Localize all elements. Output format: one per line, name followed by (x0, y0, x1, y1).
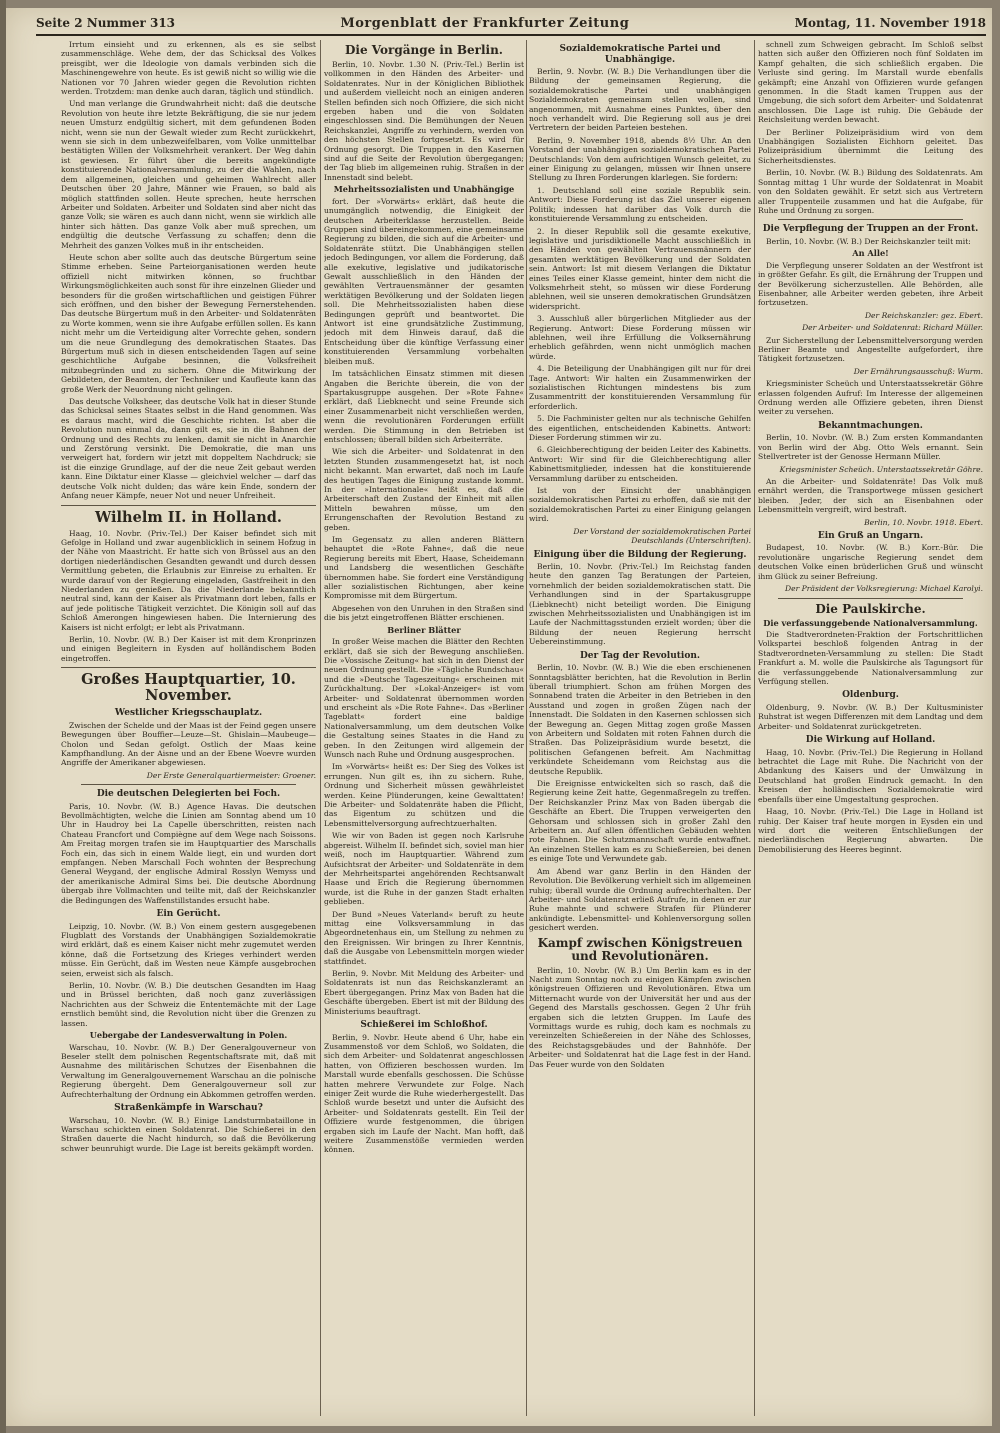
divider (61, 667, 316, 668)
paragraph: Berlin, 10. Novbr. (W. B.) Bildung des Soldatenrats. Am Sonntag mittag 1 Uhr wurde der Soldatenrat in Moabit von den Soldaten gewählt. Er setzt sich aus Vertretern aller Truppenteile zusammen und hat die Aufgabe, für Ruhe und Ordnung zu sorgen. (758, 168, 983, 215)
paragraph: Haag, 10. Novbr. (Priv.-Tel.) Die Regierung in Holland betrachtet die Lage mit Ruhe. Die Nachricht von der Abdankung des Kaisers und der Umwälzung in Deutschland hat großen Eindruck gemacht. In den Kreisen der holländischen Sozialdemokratie wird ebenfalls über eine Umgestaltung gesprochen. (758, 747, 983, 804)
column-3 (529, 40, 751, 1416)
masthead (36, 12, 986, 36)
paragraph: Berlin, 9. Novbr. Heute abend 6 Uhr, habe ein Zusammenstoß vor dem Schloß, wo Soldaten, die sich dem Arbeiter- und Soldatenrat angeschlossen hatten, von Offizieren beschossen wurden. Im Marstall wurde ebenfalls geschossen. Die Schüsse hatten mehrere Verwundete zur Folge. Nach einiger Zeit wurde die Ruhe wiederhergestellt. Das Schloß wurde besetzt und unter die Aufsicht des Arbeiter- und Soldatenrats gestellt. Ein Teil der Offiziere wurde festgenommen, die übrigen ergaben sich im Laufe der Nacht. Man hofft, daß weitere Zusammenstöße vermieden werden können. (324, 1032, 524, 1155)
paragraph: An die Arbeiter- und Soldatenräte! Das Volk muß ernährt werden, die Transportwege müssen gesichert bleiben. Jeder, der sich an Eisenbahnen oder Lebensmitteln vergreift, wird bestraft. (758, 476, 983, 515)
subheadline: Berliner Blätter (387, 624, 461, 635)
headline-paulskirche: Die Paulskirche. (815, 601, 926, 616)
paragraph: Berlin, 10. Novbr. 1.30 N. (Priv.-Tel.) Berlin ist vollkommen in den Händen des Arbeiter- und Soldatenrates. Nur in der Königlichen Bibliothek und außerdem vielleicht noch an einigen anderen Stellen befinden sich noch Offiziere, die sich nicht ergeben haben und die von Soldaten eingeschlossen sind. Die Bemühungen der Neuen Reichskanzlei, Angriffe zu verhindern, werden von den höchsten Stellen fortgesetzt. Es wird für Ordnung gesorgt. Die Truppen in den Kasernen sind auf die Seite der Revolution übergegangen; der Tag blieb im allgemeinen ruhig. Straßen in der Innenstadt sind belebt. (324, 60, 524, 182)
subheadline: Die verfassunggebende Nationalversammlung. (763, 617, 978, 628)
issue-date: Montag, 11. November 1918 (794, 16, 986, 30)
paragraph: Die Stadtverordneten-Fraktion der Fortschrittlichen Volkspartei beschloß folgenden Antrag in der Stadtverordneten-Versammlung zu stellen: Die Stadt Frankfurt a. M. wolle die Paulskirche als Tagungsort für die verfassunggebende Nationalversammlung zur Verfügung stellen. (758, 630, 983, 687)
paragraph: Berlin, 9. Novbr. (W. B.) Die Verhandlungen über die Bildung der gemeinsamen Regierung, die sozialdemokratische Partei und unabhängigen Sozialdemokraten gemeinsam stellen wollen, sind angenommen, mit Ausnahme eines Punktes, über den noch verhandelt wird. Die Regierung soll aus je drei Vertretern der beiden Parteien bestehen. (529, 67, 751, 133)
headline-polen: Uebergabe der Landesverwaltung in Polen. (89, 1030, 288, 1041)
paragraph: Der Berliner Polizeipräsidium wird von dem Unabhängigen Sozialisten Eichhorn geleitet. Das Polizeipräsidium übernimmt die Leitung des Sicherheitsdienstes. (758, 127, 983, 165)
paragraph: Berlin, 10. Novbr. (W. B.) Der Reichskanzler teilt mit: (766, 236, 971, 246)
paragraph: Heute schon aber sollte auch das deutsche Bürgertum seine Stimme erheben. Seine Parteiorganisationen werden heute offiziell nicht mitwirken können, so fruchtbar Wirkungsmöglichkeiten auch sonst für ihre einzelnen Glieder und besonders für die großen wirtschaftlichen und geistigen Führer sich eröffnen, und den bisher der Bewegung Fernerstehenden. Das deutsche Bürgertum muß in den Arbeiter- und Soldatenräten zu Worte kommen, wenn sie ihre Aufgabe erfüllen sollen. Es kann nicht mehr um die Verteidigung alter Vorrechte gehen, sondern um die neue Grundlegung des demokratischen Staates. Das Bürgertum muß sich in diesen entscheidenden Tagen auf seine geschichtliche Aufgabe besinnen, die Volksfreiheit mitzubegründen und zu sichern. Ohne die Mitwirkung der Gebildeten, der Beamten, der Techniker und Kaufleute kann das große Werk der Neuordnung nicht gelingen. (61, 252, 316, 394)
headline-verpflegung: Die Verpflegung der Truppen an der Front. (762, 224, 979, 235)
headline-foch: Die deutschen Delegierten bei Foch. (96, 789, 281, 800)
paragraph: Und man verlange die Grundwahrheit nicht: daß die deutsche Revolution von heute ihre letzte Bekräftigung, die sie nur jedem neuen Umsturz endgültig sichert, mit dem gefundenen Boden nicht, wenn sie nun der Gewalt wieder zum Recht zurückkehrt, wenn sie sich in dem unbezweifelbaren, vom Volke unmittelbar bestätigten Willen der Volksmehrheit verankert. Der Weg dahin ist gewiesen. Er führt über die bereits angekündigte konstituierende Nationalversammlung, zu der die Wahlen, nach dem allgemeinen, gleichen und geheimen Wahlrecht aller Deutschen über 20 Jahre, Männer wie Frauen, so bald als möglich stattfinden sollen. Heute sprechen, heute herrschen Arbeiter und Soldaten. Arbeiter und Soldaten sind aber nicht das ganze Volk; sie wären es auch dann nicht, wenn sie wirklich alle hinter sich hätten. Das ganze Volk aber muß sprechen, um endgültig die deutsche Verfassung zu schaffen; denn die Mehrheit des ganzen Volkes muß in ihr entscheiden. (61, 99, 316, 250)
paragraph: Berlin, 10. Novbr. (W. B.) Der Kaiser ist mit dem Kronprinzen und einigen Begleitern in Eysden auf holländischem Boden eingetroffen. (61, 634, 316, 663)
paragraph: Kriegsminister Scheüch und Unterstaatssekretär Göhre erlassen folgenden Aufruf: Im Interesse der allgemeinen Ordnung werden alle Offiziere gebeten, ihren Dienst weiter zu versehen. (758, 379, 983, 417)
column-1 (61, 40, 316, 1416)
paragraph: Berlin, 10. Novbr. (W. B.) Zum ersten Kommandanten von Berlin wird der Abg. Otto Wels ernannt. Sein Stellvertreter ist der Genosse Hermann Müller. (758, 433, 983, 462)
paragraph: Berlin, 10. Novbr. (Priv.-Tel.) Im Reichstag fanden heute den ganzen Tag Beratungen der Parteien, vornehmlich der beiden sozialdemokratischen statt. Die Verhandlungen sind in der Spartakusgruppe (Liebknecht) nicht beteiligt worden. Die Einigung zwischen Mehrheitssozialisten und Unabhängigen ist im Laufe der Nachmittagsstunden erzielt worden; über die Bildung der neuen Regierung herrscht Uebereinstimmung. (529, 562, 751, 647)
paragraph: Abgesehen von den Unruhen in den Straßen sind die bis jetzt eingetroffenen Blätter erschienen. (324, 603, 524, 623)
paragraph: Leipzig, 10. Novbr. (W. B.) Von einem gestern ausgegebenen Flugblatt des Vorstands der Unabhängigen Sozialdemokratie wird erklärt, daß es einem Kaiser nicht mehr zugemutet werden könne, daß die Fortsetzung des Krieges verhindert werden müsse. Ein Gerücht, daß im Westen neue Kämpfe ausgebrochen seien, erweist sich als falsch. (61, 921, 316, 978)
headline-ungarn: Ein Gruß an Ungarn. (817, 530, 924, 541)
paragraph: Die Ereignisse entwickelten sich so rasch, daß die Regierung keine Zeit hatte, Gegenmaßregeln zu treffen. Der Reichskanzler Prinz Max von Baden übergab die Geschäfte an Ebert. Die Truppen verweigerten den Gehorsam und schlossen sich in großer Zahl den Arbeitern an. Auf allen öffentlichen Gebäuden wehten rote Fahnen. Die Schutzmannschaft wurde entwaffnet. An einzelnen Stellen kam es zu Schießereien, bei denen es einige Tote und Verwundete gab. (529, 779, 751, 864)
paragraph: Im »Vorwärts« heißt es: Der Sieg des Volkes ist errungen. Nun gilt es, ihn zu sichern. Ruhe, Ordnung und Sicherheit müssen gewährleistet werden. Keine Plünderungen, keine Gewalttaten! Die Arbeiter- und Soldatenräte haben die Pflicht, das Eigentum zu schützen und die Lebensmittelversorgung aufrechtzuerhalten. (324, 762, 524, 828)
headline-kampf: Kampf zwischen Königstreuen und Revolutionären. (537, 935, 743, 963)
divider (778, 598, 963, 599)
paragraph: Oldenburg, 9. Novbr. (W. B.) Der Kultusminister Ruhstrat ist wegen Differenzen mit dem Landtag und dem Arbeiter- und Soldatenrat zurückgetreten. (758, 702, 983, 731)
paragraph: Paris, 10. Novbr. (W. B.) Agence Havas. Die deutschen Bevollmächtigten, welche die Linien am Sonntag abend um 10 Uhr in Haudroy bei La Capelle überschritten, reisten nach Chateau Francfort und Compiègne auf dem Wege nach Soissons. Am Freitag morgen trafen sie im Hauptquartier des Marschalls Foch ein, das sich in einem Walde liegt, ein und wurden dort empfangen. Neben Marschall Foch wohnten der Besprechung General Weygand, der englische Admiral Rosslyn Wemyss und der amerikanische Admiral Sims bei. Die deutsche Abordnung übergab ihre Vollmachten und teilte mit, daß der Reichskanzler die Bedingungen des Waffenstillstandes ersucht habe. (61, 801, 316, 905)
paragraph: Berlin, 10. Novbr. (W. B.) Die deutschen Gesandten im Haag und in Brüssel berichten, daß noch ganz zuverlässigen Nachrichten aus der Schweiz die Ententemächte mit der Lage ernstlich bemüht sind, die Revolution nicht über die Grenzen zu lassen. (61, 981, 316, 1028)
signature: Der Arbeiter- und Soldatenrat: Richard Müller. (802, 323, 983, 333)
paragraph: In großer Weise machen die Blätter den Rechten erklärt, daß sie sich der Bewegung anschließen. Die »Vossische Zeitung« hat sich in den Dienst der neuen Ordnung gestellt. Die »Tägliche Rundschau« und die »Deutsche Tageszeitung« erscheinen mit Zurückhaltung. Der »Lokal-Anzeiger« ist vom Arbeiter- und Soldatenrat übernommen worden und erscheint als »Die Rote Fahne«. Das »Berliner Tageblatt« fordert eine baldige Nationalversammlung, um dem deutschen Volke die Gestaltung seines Staates in die Hand zu geben. In den Zeitungen wird allgemein der Wunsch nach Ruhe und Ordnung ausgesprochen. (324, 637, 524, 760)
column-2 (324, 40, 524, 1416)
headline-schiesserei: Schießerei im Schloßhof. (360, 1020, 488, 1030)
paragraph: Am Abend war ganz Berlin in den Händen der Revolution. Die Bevölkerung verhielt sich im allgemeinen ruhig; überall wurde die Ordnung aufrechterhalten. Der Arbeiter- und Soldatenrat erließ Aufrufe, in denen er zur Ruhe mahnte und schwere Strafen für Plünderer ankündigte. Lebensmittel- und Kohlenversorgung sollen gesichert werden. (529, 866, 751, 933)
column-4 (758, 40, 983, 1416)
headline-bekanntmachungen: Bekanntmachungen. (818, 420, 923, 431)
column-rule (526, 40, 527, 1416)
paragraph: Berlin, 9. November 1918, abends 8½ Uhr. An den Vorstand der unabhängigen sozialdemokratischen Partei Deutschlands: Von dem aufrichtigen Wunsch geleitet, zu einer Einigung zu gelangen, müssen wir Ihnen unsere Stellung zu Ihren Forderungen klarlegen. Sie fordern: (529, 135, 751, 183)
page-number: Seite 2 Nummer 313 (36, 16, 176, 30)
divider (81, 784, 296, 785)
paragraph: Berlin, 10. Novbr. (W. B.) Wie die eben erschienenen Sonntagsblätter berichten, hat die Revolution in Berlin überall triumphiert. Schon am frühen Morgen des Sonnabend traten die Arbeiter in den Betrieben in den Ausstand und zogen in großen Zügen nach der Innenstadt. Die Soldaten in den Kasernen schlossen sich der Bewegung an. Gegen Mittag zogen große Massen von Arbeitern und Soldaten mit roten Fahnen durch die Straßen. Das Polizeipräsidium wurde besetzt, die politischen Gefangenen befreit. Am Nachmittag verkündete Scheidemann vom Reichstag aus die deutsche Republik. (529, 663, 751, 776)
headline-holland: Die Wirkung auf Holland. (805, 735, 936, 746)
paragraph: Budapest, 10. Novbr. (W. B.) Korr.-Bür. Die revolutionäre ungarische Regierung sendet dem deutschen Volke einen brüderlichen Gruß und wünscht ihm Glück zu seiner Befreiung. (758, 543, 983, 581)
subheadline: Mehrheitssozialisten und Unabhängige (333, 184, 515, 195)
paragraph: Wie sich die Arbeiter- und Soldatenrat in den letzten Stunden zusammengesetzt hat, ist noch nicht bekannt. Man erwartet, daß noch im Laufe des heutigen Tages die Einigung zustande kommt. In der »Internationale« heißt es, daß die Arbeiterschaft den Zustand der Einheit mit allen Mitteln bewahren müsse, um den Errungenschaften der Revolution Bestand zu geben. (324, 447, 524, 532)
paragraph: Berlin, 9. Novbr. Mit Meldung des Arbeiter- und Soldatenrats ist nun das Reichskanzleramt an Ebert übergegangen. Prinz Max von Baden hat die Geschäfte übergeben. Ebert ist mit der Bildung des Ministeriums beauftragt. (324, 968, 524, 1016)
paragraph: Irrtum einsieht und zu erkennen, als es sie selbst zusammenschläge. Wehe dem, der das Schicksal des Volkes preisgibt, wer die Ideologie von damals verbinden sich die Maschinengewehre von heute. Es ist gewiß nicht so willig wie die Nationen vor 70 Jahren wieder gegen die Revolution richten werden. Trotzdem: man denke auch daran, täglich und stündlich. (61, 40, 316, 97)
signature: Der Vorstand der sozialdemokratischen Partei Deutschlands (Unterschriften). (573, 526, 751, 546)
paragraph: Wie wir von Baden ist gegen noch Karlsruhe abgereist. Wilhelm II. befindet sich, soviel man hier weiß, noch im Hauptquartier. Während zum Aufsichtsrat der Arbeiter- und Soldatenräte in dem der Mehrheitspartei angehörenden Rechtsanwalt Haase und Erich die Regierung übernommen wurde, ist die Ruhe in der ganzen Stadt erhalten geblieben. (324, 831, 524, 907)
paragraph: Im Gegensatz zu allen anderen Blättern behauptet die »Rote Fahne«, daß die neue Regierung bereits mit Ebert, Haase, Scheidemann und Landsberg die wesentlichen Geschäfte übernommen habe. Sie fordert eine Verständigung aller sozialistischen Richtungen, aber keine Kompromisse mit dem Bürgertum. (324, 535, 524, 601)
signature: Berlin, 10. Novbr. 1918. Ebert. (864, 517, 983, 527)
headline-geruecht: Ein Gerücht. (156, 909, 221, 920)
paragraph: 2. In dieser Republik soll die gesamte exekutive, legislative und jurisdiktionelle Macht ausschließlich in den Händen von gewählten Vertrauensmännern der gesamten werktätigen Bevölkerung und der Soldaten sein. Antwort: Ist mit diesem Verlangen die Diktatur eines Teiles einer Klasse gemeint, hinter dem nicht die Volksmehrheit steht, so müssen wir diese Forderung ablehnen, weil sie unseren demokratischen Grundsätzen widerspricht. (529, 226, 751, 311)
headline-tag-der-revolution: Der Tag der Revolution. (579, 650, 701, 661)
signature: Kriegsminister Scheüch. Unterstaatssekretär Göhre. (779, 464, 983, 474)
headline-vorgaenge: Die Vorgänge in Berlin. (345, 43, 503, 57)
newspaper-title: Morgenblatt der Frankfurter Zeitung (340, 15, 630, 31)
paragraph: Im tatsächlichen Einsatz stimmen mit diesen Angaben die Berichte überein, die von der Spartakusgruppe ausgehen. Der »Rote Fahne« erklärt, daß Liebknecht und seine Freunde sich einer Zusammenarbeit nicht verschließen werden, wenn die revolutionären Forderungen erfüllt werden. Die Stimmung in den Betrieben ist entschlossen; überall bilden sich Arbeiterräte. (324, 369, 524, 444)
signature: Der Reichskanzler: gez. Ebert. (864, 310, 983, 320)
paragraph: 5. Die Fachminister gelten nur als technische Gehilfen des eigentlichen, entscheidenden Kabinetts. Antwort: Dieser Forderung stimmen wir zu. (529, 414, 751, 443)
headline-hauptquartier: Großes Hauptquartier, 10. November. (81, 671, 296, 705)
headline-oldenburg: Oldenburg. (842, 690, 899, 701)
headline-sozialdemokratie: Sozialdemokratische Partei und Unabhängige. (559, 44, 721, 65)
paragraph: Ist von der Einsicht der unabhängigen sozialdemokratischen Partei zu erhoffen, daß sie mit der sozialdemokratischen Partei zu einer Einigung gelangen wird. (529, 486, 751, 524)
paragraph: 3. Ausschluß aller bürgerlichen Mitglieder aus der Regierung. Antwort: Diese Forderung müssen wir ablehnen, weil ihre Erfüllung die Volksernährung erheblich gefährden, wenn nicht unmöglich machen würde. (529, 314, 751, 361)
subheadline: An Alle! (852, 248, 889, 259)
paragraph: fort. Der »Vorwärts« erklärt, daß heute die unumgänglich notwendig, die Einigkeit der deutschen Arbeiterklasse herzustellen. Beide Gruppen sind übereingekommen, eine gemeinsame Regierung zu bilden, die sich auf die Arbeiter- und Soldatenräte stützt. Die Unabhängigen stellen jedoch Bedingungen, vor allem die Forderung, daß alle exekutive, legislative und judikatorische Gewalt ausschließlich in den Händen der gewählten Vertrauensmänner der gesamten werktätigen Bevölkerung und der Soldaten liegen soll. Die Mehrheitssozialisten haben diese Bedingungen geprüft und beantwortet. Die Antwort ist eine grundsätzliche Zustimmung, jedoch mit dem Hinweis darauf, daß die Entscheidung über die künftige Verfassung einer konstituierenden Versammlung vorbehalten bleiben muß. (324, 196, 524, 366)
paragraph: Haag, 10. Novbr. (Priv.-Tel.) Die Lage in Holland ist ruhig. Der Kaiser traf heute morgen in Eysden ein und wird dort die weiteren Entschließungen der niederländischen Regierung abwarten. Die Demobilisierung des Heeres beginnt. (758, 807, 983, 854)
signature: Der Erste Generalquartiermeister: Groener. (146, 770, 316, 780)
paragraph: Die Verpflegung unserer Soldaten an der Westfront ist in größter Gefahr. Es gilt, die Ernährung der Truppen und der Bevölkerung sicherzustellen. Alle Behörden, alle Eisenbahner, alle Arbeiter werden gebeten, ihre Arbeit fortzusetzen. (758, 260, 983, 308)
signature: Der Präsident der Volksregierung: Michael Karolyi. (785, 584, 983, 594)
subheadline: Westlicher Kriegsschauplatz. (114, 708, 263, 719)
column-rule (320, 40, 321, 1416)
paragraph: schnell zum Schweigen gebracht. Im Schloß selbst hatten sich außer den Offizieren noch fünf Soldaten im Kampf gehalten, die sich schließlich ergaben. Die Verluste sind gering. Im Marstall wurde ebenfalls gekämpft; eine Anzahl von Offizieren wurde gefangen genommen. In die Stadt kamen Truppen aus der Umgebung, die sich sofort dem Arbeiter- und Soldatenrat anschlossen. Die Lage ist ruhig. Die Gebäude der Reichsleitung werden bewacht. (758, 40, 983, 125)
paragraph: 4. Die Beteiligung der Unabhängigen gilt nur für drei Tage. Antwort: Wir halten ein Zusammenwirken der sozialistischen Richtungen mindestens bis zum Zusammentritt der konstituierenden Versammlung für erforderlich. (529, 364, 751, 411)
divider (61, 505, 316, 506)
paragraph: Zwischen der Schelde und der Maas ist der Feind gegen unsere Bewegungen über Bouffier—Leuze—St. Ghislain—Maubeuge—Cholon und Sedan gefolgt. Ostlich der Maas keine Kampfhandlung. An der Aisne und an der Ebene Woevre wurden Angriffe der Amerikaner abgewiesen. (61, 720, 316, 768)
column-rule (754, 40, 755, 1416)
signature: Der Ernährungsausschuß: Wurm. (853, 366, 983, 376)
paragraph: 1. Deutschland soll eine soziale Republik sein. Antwort: Diese Forderung ist das Ziel unserer eigenen Politik; indessen hat darüber das Volk durch die konstituierende Versammlung zu entscheiden. (529, 185, 751, 224)
paragraph: 6. Gleichberechtigung der beiden Leiter des Kabinetts. Antwort: Wir sind für die Gleichberechtigung aller Kabinettsmitglieder, indessen hat die konstituierende Versammlung darüber zu entscheiden. (529, 445, 751, 483)
paragraph: Warschau, 10. Novbr. (W. B.) Einige Landsturmbataillone in Warschau schickten einen Soldatenrat. Die Schießerei in den Straßen dauerte die Nacht hindurch, so daß die Bevölkerung schwer beunruhigt wurde. Die Lage ist bereits gekämpft worden. (61, 1115, 316, 1153)
paragraph: Der Bund »Neues Vaterland« beruft zu heute mittag eine Volksversammlung in das Abgeordnetenhaus ein, um Stellung zu nehmen zu den Ereignissen. Wir bringen zu Ihrer Kenntnis, daß die Ausgabe von Lebensmitteln morgen wieder stattfindet. (324, 909, 524, 966)
paragraph: Warschau, 10. Novbr. (W. B.) Der Generalgouverneur von Beseler stellt dem polnischen Regentschaftsrate mit, daß mit Ausnahme des militärischen Schutzes der Eisenbahnen die Verwaltung im Generalgouvernement Warschau an die polnische Regierung übergeht. Dem Generalgouverneur soll zur Aufrechterhaltung der Ordnung ein Abkommen getroffen werden. (61, 1042, 316, 1099)
headline-warschau: Straßenkämpfe in Warschau? (114, 1103, 263, 1113)
newspaper-page (6, 8, 992, 1426)
paragraph: Berlin, 10. Novbr. (W. B.) Um Berlin kam es in der Nacht zum Sonntag noch zu einigen Kämpfen zwischen königstreuen Offizieren und Revolutionären. Etwa um Mitternacht wurde von der Universität her und aus der Gegend des Marstalls geschossen. Gegen 2 Uhr früh ergaben sich die letzten Gruppen. Im Laufe des Vormittags wurde es ruhig, doch kam es nochmals zu vereinzelten Schießereien in der Nähe des Schlosses, des Reichstagsgebäudes und der Bahnhöfe. Der Arbeiter- und Soldatenrat hat die Lage fest in der Hand. Das Feuer wurde von den Soldaten (529, 965, 751, 1069)
headline-wilhelm: Wilhelm II. in Holland. (95, 508, 282, 526)
divider (778, 219, 963, 220)
paragraph: Das deutsche Volksheer, das deutsche Volk hat in dieser Stunde das Schicksal seines Staates selbst in die Hand genommen. Was es daraus macht, wird die Geschichte richten. Ist aber die Revolution nun einmal da, dann gilt es, sie in die Bahnen der Ordnung und des Rechts zu lenken, damit sie nicht in Anarchie und Zerstörung versinkt. Die Demokratie, die man uns verweigert hat, fordern wir jetzt mit doppeltem Nachdruck; sie ist die einzige Grundlage, auf der die neue Zeit gebaut werden kann. Eine Diktatur einer Klasse — gleichviel welcher — darf das deutsche Volk nicht dulden; das wäre kein Ende, sondern der Anfang neuer Kämpfe, neuer Not und neuer Unfreiheit. (61, 397, 316, 501)
paragraph: Haag, 10. Novbr. (Priv.-Tel.) Der Kaiser befindet sich mit Gefolge in Holland und zwar augenblicklich in seinem Hofzug in der Nähe von Maastricht. Er hatte sich von Brüssel aus an den dortigen niederländischen Gesandten gewandt und durch dessen Vermittlung gebeten, die Erlaubnis zur Einreise zu erhalten. Er wurde darauf von der Regierung eingeladen, Gastfreiheit in den Niederlanden zu genießen. Da die Niederlande bekanntlich neutral sind, kann der Kaiser als Privatmann dort leben, falls er auf jede politische Tätigkeit verzichtet. Die Königin soll auf das Schloß Amerongen hingewiesen haben. Die Internierung des Kaisers ist nicht erfolgt; er lebt als Privatmann. (61, 528, 316, 632)
paragraph: Zur Sicherstellung der Lebensmittelversorgung werden Berliner Beamte und Angestellte aufgefordert, ihre Tätigkeit fortzusetzen. (758, 335, 983, 364)
headline-einigung: Einigung über die Bildung der Regierung. (533, 549, 747, 560)
